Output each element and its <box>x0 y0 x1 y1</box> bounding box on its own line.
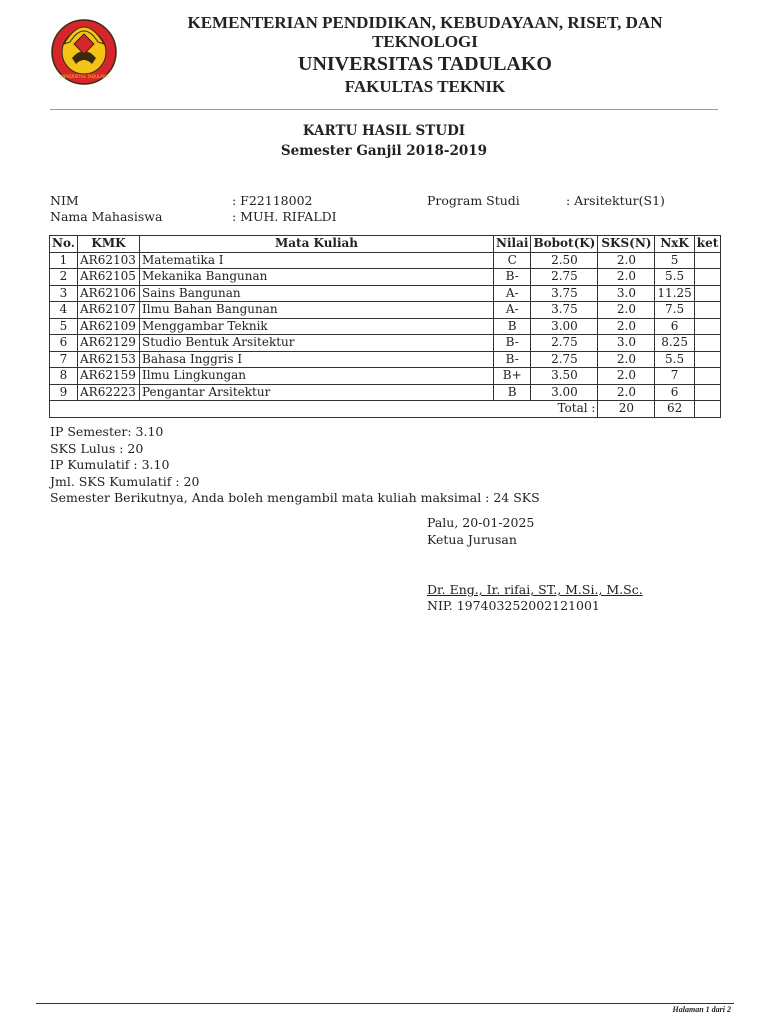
cell-no: 6 <box>50 335 78 352</box>
table-row <box>50 318 721 335</box>
cell-kmk: AR62223 <box>78 384 140 401</box>
cell-no: 9 <box>50 384 78 401</box>
faculty-name: FAKULTAS TEKNIK <box>344 77 506 96</box>
place-date: Palu, 20-01-2025 <box>427 515 535 530</box>
cell-nilai: B <box>494 318 531 335</box>
logo-text: UNIVERSITAS TADULAKO <box>59 74 109 79</box>
cell-mata-kuliah: Pengantar Arsitektur <box>140 384 494 401</box>
total-nxk: 62 <box>655 401 694 418</box>
table-row <box>50 285 721 302</box>
cell-sks: 3.0 <box>598 285 655 302</box>
ministry-name-line1: KEMENTERIAN PENDIDIKAN, KEBUDAYAAN, RISET, DAN <box>187 13 663 32</box>
letterhead <box>135 14 715 95</box>
cell-kmk: AR62105 <box>78 269 140 286</box>
col-header-kmk: KMK <box>78 236 140 253</box>
cell-mata-kuliah: Menggambar Teknik <box>140 318 494 335</box>
cell-sks: 2.0 <box>598 252 655 269</box>
cell-no: 8 <box>50 368 78 385</box>
cell-mata-kuliah: Matematika I <box>140 252 494 269</box>
university-logo <box>50 14 118 86</box>
document-subtitle: Semester Ganjil 2018-2019 <box>280 143 488 159</box>
cell-mata-kuliah: Ilmu Lingkungan <box>140 368 494 385</box>
cell-nxk: 7 <box>655 368 694 385</box>
cell-bobot: 3.50 <box>531 368 598 385</box>
signer-name: Dr. Eng., Ir. rifai, ST., M.Si., M.Sc. <box>427 582 643 597</box>
table-row <box>50 384 721 401</box>
table-row <box>50 368 721 385</box>
total-sks: 20 <box>598 401 655 418</box>
cell-nxk: 7.5 <box>655 302 694 319</box>
table-row <box>50 252 721 269</box>
cell-nxk: 5.5 <box>655 351 694 368</box>
cell-nxk: 11.25 <box>655 285 694 302</box>
cell-ket <box>694 269 721 286</box>
cell-nilai: B- <box>494 351 531 368</box>
col-header-bobot: Bobot(K) <box>531 236 598 253</box>
cell-bobot: 2.75 <box>531 269 598 286</box>
nim-label: NIM <box>50 193 79 208</box>
cell-bobot: 3.75 <box>531 302 598 319</box>
prodi-label: Program Studi <box>427 193 520 208</box>
cell-ket <box>694 384 721 401</box>
cell-nxk: 5 <box>655 252 694 269</box>
cell-mata-kuliah: Ilmu Bahan Bangunan <box>140 302 494 319</box>
cell-kmk: AR62103 <box>78 252 140 269</box>
cell-no: 4 <box>50 302 78 319</box>
grade-summary <box>50 424 540 507</box>
cell-nxk: 8.25 <box>655 335 694 352</box>
cell-nilai: A- <box>494 285 531 302</box>
cell-nilai: C <box>494 252 531 269</box>
nim-value: : F22118002 <box>232 193 313 208</box>
signer-position: Ketua Jurusan <box>427 532 517 547</box>
page-number: Halaman 1 dari 2 <box>672 1005 731 1014</box>
header-divider <box>50 109 718 110</box>
cell-kmk: AR62159 <box>78 368 140 385</box>
table-total-row <box>50 401 721 418</box>
footer-divider <box>36 1003 734 1004</box>
cell-ket <box>694 351 721 368</box>
table-row <box>50 335 721 352</box>
table-row <box>50 351 721 368</box>
cell-ket <box>694 335 721 352</box>
cell-ket <box>694 318 721 335</box>
col-header-mata-kuliah: Mata Kuliah <box>140 236 494 253</box>
next-semester-limit: Semester Berikutnya, Anda boleh mengambil mata kuliah maksimal : 24 SKS <box>50 490 540 505</box>
cell-bobot: 2.75 <box>531 351 598 368</box>
cell-kmk: AR62153 <box>78 351 140 368</box>
name-label: Nama Mahasiswa <box>50 209 163 224</box>
cell-sks: 2.0 <box>598 269 655 286</box>
cell-nilai: B+ <box>494 368 531 385</box>
table-row <box>50 302 721 319</box>
total-label: Total : <box>50 401 598 418</box>
cell-sks: 2.0 <box>598 318 655 335</box>
cell-mata-kuliah: Mekanika Bangunan <box>140 269 494 286</box>
cell-bobot: 3.00 <box>531 318 598 335</box>
grades-table <box>49 235 721 418</box>
cell-nilai: B- <box>494 269 531 286</box>
cell-sks: 2.0 <box>598 384 655 401</box>
cell-bobot: 3.00 <box>531 384 598 401</box>
total-ket <box>694 401 721 418</box>
cell-mata-kuliah: Bahasa Inggris I <box>140 351 494 368</box>
table-row <box>50 269 721 286</box>
cell-kmk: AR62129 <box>78 335 140 352</box>
cell-mata-kuliah: Studio Bentuk Arsitektur <box>140 335 494 352</box>
university-name: UNIVERSITAS TADULAKO <box>298 53 552 75</box>
cell-kmk: AR62106 <box>78 285 140 302</box>
ip-kumulatif: IP Kumulatif : 3.10 <box>50 457 170 472</box>
col-header-sks: SKS(N) <box>598 236 655 253</box>
cell-no: 7 <box>50 351 78 368</box>
table-header-row <box>50 236 721 253</box>
signer-nip: NIP. 197403252002121001 <box>427 598 600 613</box>
cell-nilai: B- <box>494 335 531 352</box>
cell-no: 3 <box>50 285 78 302</box>
cell-bobot: 3.75 <box>531 285 598 302</box>
cell-mata-kuliah: Sains Bangunan <box>140 285 494 302</box>
ministry-name-line2: TEKNOLOGI <box>372 32 478 51</box>
cell-kmk: AR62107 <box>78 302 140 319</box>
col-header-nxk: NxK <box>655 236 694 253</box>
cell-ket <box>694 302 721 319</box>
cell-nxk: 6 <box>655 384 694 401</box>
cell-nxk: 6 <box>655 318 694 335</box>
cell-bobot: 2.50 <box>531 252 598 269</box>
col-header-ket: ket <box>694 236 721 253</box>
prodi-value: : Arsitektur(S1) <box>566 193 665 208</box>
col-header-no: No. <box>50 236 78 253</box>
cell-kmk: AR62109 <box>78 318 140 335</box>
sks-kumulatif: Jml. SKS Kumulatif : 20 <box>50 473 200 489</box>
cell-nilai: A- <box>494 302 531 319</box>
cell-bobot: 2.75 <box>531 335 598 352</box>
cell-sks: 2.0 <box>598 302 655 319</box>
cell-no: 1 <box>50 252 78 269</box>
cell-no: 2 <box>50 269 78 286</box>
cell-nilai: B <box>494 384 531 401</box>
cell-sks: 2.0 <box>598 368 655 385</box>
name-value: : MUH. RIFALDI <box>232 209 337 224</box>
cell-no: 5 <box>50 318 78 335</box>
cell-ket <box>694 285 721 302</box>
cell-sks: 3.0 <box>598 335 655 352</box>
col-header-nilai: Nilai <box>494 236 531 253</box>
ip-semester: IP Semester: 3.10 <box>50 424 164 439</box>
cell-nxk: 5.5 <box>655 269 694 286</box>
sks-lulus: SKS Lulus : 20 <box>50 440 144 456</box>
cell-ket <box>694 368 721 385</box>
cell-sks: 2.0 <box>598 351 655 368</box>
cell-ket <box>694 252 721 269</box>
document-title: KARTU HASIL STUDI <box>302 123 466 139</box>
